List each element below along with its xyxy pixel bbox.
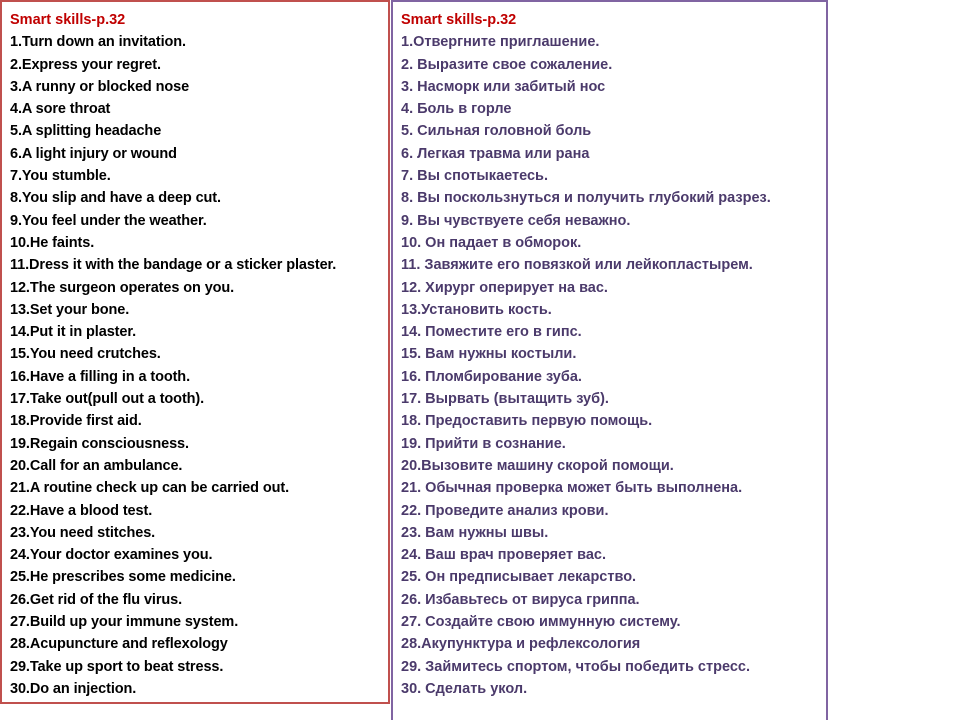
english-phrase-12: 12.The surgeon operates on you. [10, 279, 235, 296]
english-phrase-27: 27.Build up your immune system. [10, 614, 239, 631]
english-phrase-16: 16.Have a filling in a tooth. [10, 368, 190, 385]
english-phrase-2: 2.Express your regret. [10, 56, 161, 73]
english-panel-title: Smart skills-p.32 [10, 12, 126, 28]
english-phrase-26: 26.Get rid of the flu virus. [10, 591, 183, 608]
english-phrase-15: 15.You need crutches. [10, 346, 161, 363]
english-phrase-11: 11.Dress it with the bandage or a sticker plaster. [10, 257, 337, 274]
english-phrase-25: 25.He prescribes some medicine. [10, 569, 236, 586]
russian-translation-15: 15. Вам нужны костыли. [401, 346, 577, 363]
russian-translation-5: 5. Сильная головной боль [401, 123, 592, 140]
english-phrase-21: 21.A routine check up can be carried out. [10, 480, 289, 497]
russian-translation-13: 13.Установить кость. [401, 301, 552, 318]
english-phrase-28: 28.Acupuncture and reflexology [10, 636, 228, 653]
english-phrase-7: 7.You stumble. [10, 168, 111, 185]
russian-translation-17: 17. Вырвать (вытащить зуб). [401, 391, 609, 408]
english-phrase-9: 9.You feel under the weather. [10, 212, 207, 229]
russian-translation-29: 29. Займитесь спортом, чтобы победить стресс. [401, 658, 750, 675]
russian-translation-6: 6. Легкая травма или рана [401, 145, 590, 162]
russian-translation-11: 11. Завяжите его повязкой или лейкопластырем. [401, 257, 753, 274]
english-phrase-20: 20.Call for an ambulance. [10, 457, 183, 474]
russian-translation-7: 7. Вы спотыкаетесь. [401, 168, 548, 185]
english-phrase-panel [0, 0, 390, 704]
russian-translation-16: 16. Пломбирование зуба. [401, 368, 582, 385]
english-phrase-1: 1.Turn down an invitation. [10, 34, 186, 51]
russian-translation-21: 21. Обычная проверка может быть выполнена. [401, 480, 743, 497]
russian-translation-4: 4. Боль в горле [401, 101, 512, 118]
english-phrase-19: 19.Regain consciousness. [10, 435, 189, 452]
english-phrase-14: 14.Put it in plaster. [10, 324, 137, 341]
english-phrase-10: 10.He faints. [10, 234, 95, 251]
russian-translation-3: 3. Насморк или забитый нос [401, 78, 606, 95]
russian-translation-8: 8. Вы поскользнуться и получить глубокий разрез. [401, 190, 771, 207]
english-phrase-13: 13.Set your bone. [10, 301, 130, 318]
russian-translation-panel [391, 0, 828, 720]
russian-translation-10: 10. Он падает в обморок. [401, 234, 582, 251]
russian-translation-2: 2. Выразите свое сожаление. [401, 56, 613, 73]
russian-translation-23: 23. Вам нужны швы. [401, 524, 549, 541]
english-phrase-17: 17.Take out(pull out a tooth). [10, 391, 205, 408]
russian-translation-1: 1.Отвергните приглашение. [401, 34, 600, 51]
russian-translation-24: 24. Ваш врач проверяет вас. [401, 547, 607, 564]
english-phrase-22: 22.Have a blood test. [10, 502, 153, 519]
english-phrase-18: 18.Provide first aid. [10, 413, 142, 430]
russian-panel-title: Smart skills-p.32 [401, 12, 517, 28]
russian-translation-28: 28.Акупунктура и рефлексология [401, 636, 641, 653]
russian-translation-list [401, 31, 826, 700]
russian-translation-25: 25. Он предписывает лекарство. [401, 569, 637, 586]
english-phrase-4: 4.A sore throat [10, 101, 111, 118]
russian-translation-18: 18. Предоставить первую помощь. [401, 413, 653, 430]
russian-translation-22: 22. Проведите анализ крови. [401, 502, 609, 519]
russian-translation-9: 9. Вы чувствуете себя неважно. [401, 212, 631, 229]
english-phrase-30: 30.Do an injection. [10, 680, 137, 697]
english-phrase-5: 5.A splitting headache [10, 123, 162, 140]
russian-translation-19: 19. Прийти в сознание. [401, 435, 566, 452]
english-phrase-24: 24.Your doctor examines you. [10, 547, 213, 564]
english-phrase-29: 29.Take up sport to beat stress. [10, 658, 224, 675]
english-phrase-23: 23.You need stitches. [10, 524, 156, 541]
english-phrase-list [10, 31, 388, 700]
english-phrase-3: 3.A runny or blocked nose [10, 78, 190, 95]
russian-translation-26: 26. Избавьтесь от вируса гриппа. [401, 591, 640, 608]
russian-translation-30: 30. Сделать укол. [401, 680, 528, 697]
russian-translation-12: 12. Хирург оперирует на вас. [401, 279, 608, 296]
russian-translation-20: 20.Вызовите машину скорой помощи. [401, 457, 674, 474]
english-phrase-6: 6.A light injury or wound [10, 145, 177, 162]
russian-translation-27: 27. Создайте свою иммунную систему. [401, 614, 681, 631]
russian-translation-14: 14. Поместите его в гипс. [401, 324, 582, 341]
english-phrase-8: 8.You slip and have a deep cut. [10, 190, 221, 207]
